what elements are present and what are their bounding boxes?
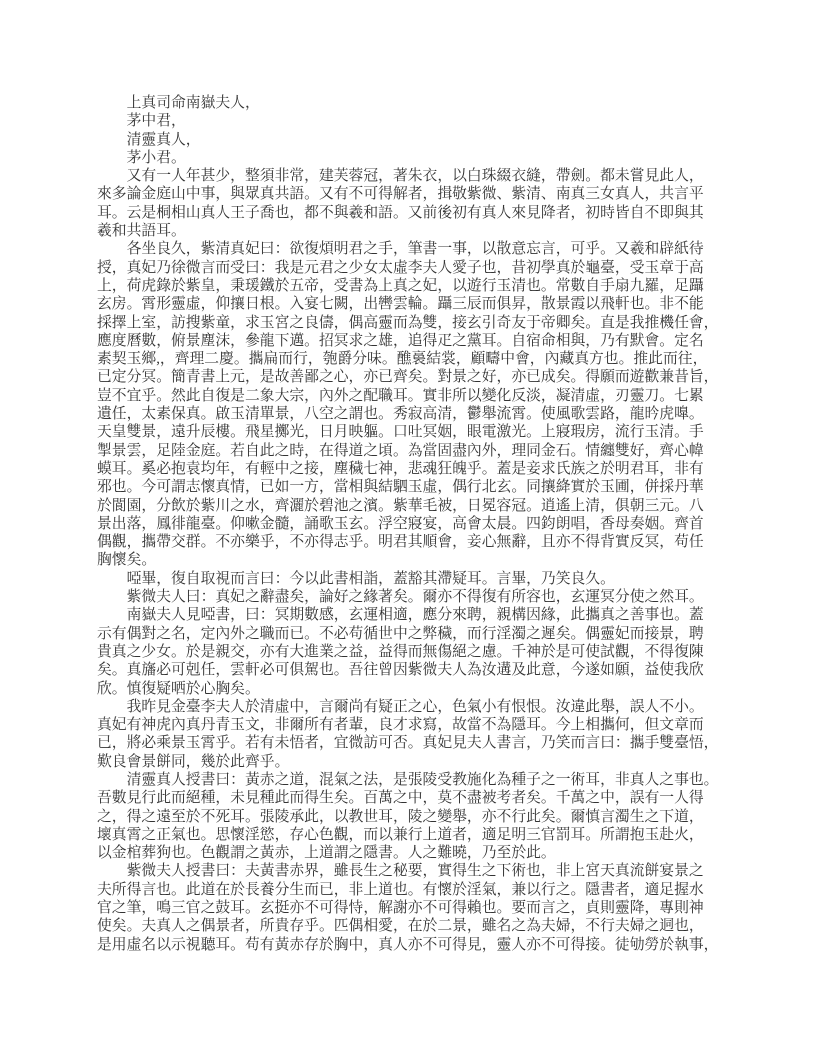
text-line: 茅中君，	[126, 113, 186, 130]
text-line: 羲和共語耳。	[97, 223, 186, 240]
text-line: 已，將必乘景玉霄乎。若有未悟者，宜微訪可否。真妃見夫人書言，乃笑而言曰：攜手雙臺悟，	[97, 735, 719, 752]
page-text	[97, 94, 725, 954]
text-line: 遺任，太素保真。啟玉清單景，八空之謂也。秀寂高清，鬱舉流霄。使風歌雲路，龍昑虎嘷。	[97, 406, 704, 423]
text-line: 蟆耳。奚必抱袁均年，有輕中之接，塵穢七神，悲魂狂魄乎。蓋是妾求氏族之於明君耳，非有	[97, 460, 704, 477]
text-line: 清靈真人授書曰：黃赤之道，混氣之法，是張陵受教施化為種子之一術耳，非真人之事也。	[126, 771, 719, 788]
text-line: 真妃有神虎內真丹青玉文，非爾所有者輩，良才求寫，故當不為隱耳。今上相攜何，但文章而	[97, 717, 704, 734]
text-line: 採擇上室，訪搜紫童，求玉宮之良儔，偶高靈而為雙，接玄引奇友于帝卿矣。直是我推機任會，	[97, 314, 719, 331]
text-line: 清靈真人，	[126, 131, 201, 148]
text-line: 授，真妃乃徐微言而受曰：我是元君之少女太虛李夫人愛子也，昔初學真於龜臺，受玉章于高	[97, 259, 704, 276]
text-line: 應度曆數，俯景塵沫，參龍下邁。招冥求之雄，追得疋之黨耳。自宿命相與，乃有默會。定名	[97, 332, 704, 349]
text-line: 示有偶對之名，定內外之職而已。不必苟循世中之弊穢，而行淫濁之遲矣。偶靈妃而接景，聘	[97, 625, 704, 642]
text-line: 欣。慎復疑哂於心胸矣。	[97, 680, 260, 697]
text-line: 矣。真旛必可剋任，雲軒必可俱駕也。吾往曾因紫微夫人為汝遘及此意，今遂如願，益使我欣	[97, 662, 704, 679]
text-line: 來多論金庭山中事，與眾真共語。又有不可得解者，揖敬紫微、紫清、南真三女真人，共言平	[97, 186, 704, 203]
text-line: 壞真霄之正氣也。思懷淫慾，存心色觀，而以兼行上道者，適足明三官罰耳。所謂抱玉赴火，	[97, 826, 704, 843]
text-line: 豈不宜乎。然此自復是二象大宗，內外之配職耳。實非所以變化反淡，凝清虛，刃靈刀。七累	[97, 387, 704, 404]
text-line: 官之筆，鳴三官之鼓耳。玄挺亦不可得恃，解謝亦不可得賴也。要而言之，貞則靈降，專則神	[97, 900, 704, 917]
text-line: 歎良會景餅同，幾於此齊乎。	[97, 753, 290, 770]
text-line: 掣景雲，足陸金庭。若自此之時，在得道之頃。為當固盡內外，理同金石。情纏雙好，齊心幃	[97, 442, 704, 459]
text-line: 夫所得言也。此道在於長養分生而已，非上道也。有懷於淫氣，兼以行之。隱書者，適足握水	[97, 881, 704, 898]
text-line: 胸懷矣。	[97, 552, 157, 569]
text-line: 邪也。今可謂志懷真情，已如一方，當相與結駟玉虛，偶行北玄。同攘絳實於玉圃，併採丹華	[97, 479, 704, 496]
text-line: 玄房。霄形靈虛，仰攘日根。入宴七闕，出轡雲輪。躡三辰而俱昇，散景霞以飛軒也。非不能	[97, 296, 704, 313]
text-line: 之，得之遠至於不死耳。張陵承此，以教世耳，陵之變舉，亦不行此矣。爾慎言濁生之下道，	[97, 808, 704, 825]
text-line: 啞畢，復自取視而言曰：今以此書相詣，蓋豁其滯疑耳。言畢，乃笑良久。	[126, 570, 615, 587]
text-line: 天皇雙景，遠升辰樓。飛星擲光，日月映軀。口吐冥姻，眼電激光。上寢瑕房，流行玉清。手	[97, 424, 704, 441]
text-line: 上真司命南嶽夫人，	[126, 95, 260, 111]
text-line: 已定分冥。簡青書上元，是故善鄙之心，亦已齊矣。對景之好，亦已成矣。得願而遊歡兼昔旨，	[97, 369, 719, 386]
text-line: 是用虛名以示視聽耳。苟有黃赤存於胸中，真人亦不可得見，靈人亦不可得接。徒劬勞於執事，	[97, 936, 719, 953]
text-line: 上，荷虎錄於紫皇，秉瑗鐵於五帝，受書為上真之妃，以遊行玉清也。常數自手扇九羅，足躡	[97, 277, 704, 294]
text-line: 各坐良久，紫清真妃曰：欲復煩明君之手，筆書一事，以散意忘言，可乎。又羲和辟紙待	[126, 241, 704, 258]
text-line: 吾數見行此而絕種，未見種此而得生矣。百萬之中，莫不盡被考者矣。千萬之中，誤有一人得	[97, 790, 704, 807]
text-line: 以金棺葬狗也。色觀謂之黃赤，上道謂之隱書。人之難曉，乃至於此。	[97, 845, 556, 862]
text-line: 貴真之少女。於是親交，亦有大進業之益，益得而無傷絕之慮。千神於是可使試觀，不得復陳	[97, 643, 704, 660]
text-line: 使矣。夫真人之偶景者，所貴存乎。匹偶相愛，在於二景，雖名之為夫婦，不行夫婦之迵也，	[97, 918, 704, 935]
text-line: 耳。云是桐相山真人王子喬也，都不與羲和語。又前後初有真人來見降者，初時皆自不即與其	[97, 204, 704, 221]
text-line: 於閬園，分飲於紫川之水，齊灑於碧池之濱。紫華毛被，日冕容冠。逍遙上清，俱朝三元。八	[97, 497, 704, 514]
text-line: 紫微夫人授書曰：夫黃書赤界，雖長生之秘要，實得生之下術也，非上宮天真流餅宴景之	[126, 863, 704, 880]
text-line: 偶觀，攜帶交群。不亦樂乎，不亦得志乎。明君其順會，妾心無辭，且亦不得背實反冥，苟任	[97, 534, 704, 551]
text-line: 茅小君。	[126, 149, 186, 166]
text-line: 南嶽夫人見啞書，曰：冥期數感，玄運相適，應分來聘，親構因緣，此攜真之善事也。蓋	[126, 607, 704, 624]
text-line: 景出落，鳳徘龍臺。仰嗽金髓，誦歌玉玄。浮空寢宴，高會太晨。四鈞朗唱，香母奏姻。齊首	[97, 515, 704, 532]
text-line: 我昨見金臺李夫人於清虛中，言爾尚有疑正之心，色氣小有恨恨。汝違此舉，誤人不小。	[126, 698, 704, 715]
text-line: 又有一人年甚少，整須非常，建芙蓉冠，著朱衣，以白珠綴衣縫，帶劍。都未嘗見此人，	[126, 168, 704, 185]
text-line: 素契玉鄉,，齊理二慶。攜扁而行，匏爵分味。醮裛結裳，顧疇中會，內藏真方也。推此而往，	[97, 351, 708, 368]
text-line: 紫微夫人曰：真妃之辭盡矣，論好之緣著矣。爾亦不得復有所容也，玄運冥分使之然耳。	[126, 589, 704, 606]
